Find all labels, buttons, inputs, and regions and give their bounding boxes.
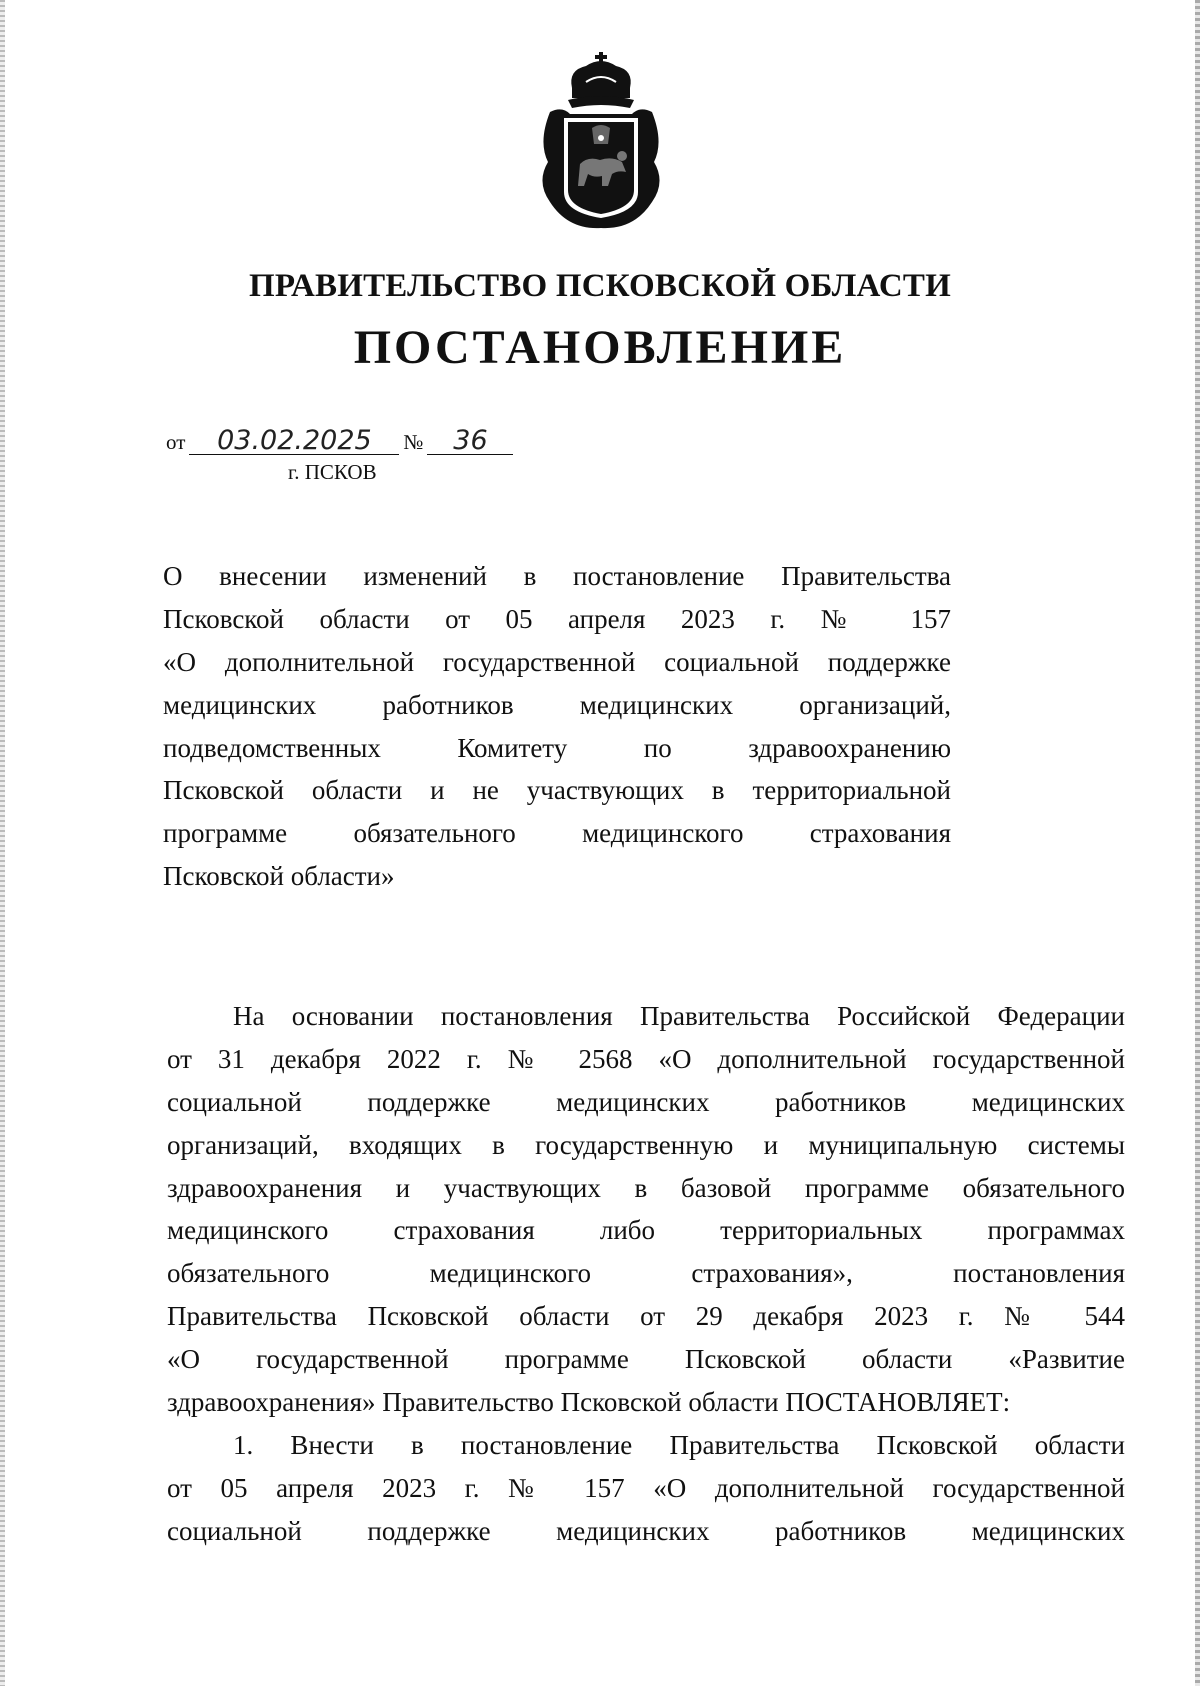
body-line: организаций, входящих в государственную и муниципальную системы	[167, 1129, 1125, 1160]
body-line: здравоохранения» Правительство Псковской области ПОСТАНОВЛЯЕТ:	[167, 1387, 1011, 1418]
date-number-line	[166, 425, 513, 456]
body-line: здравоохранения и участвующих в базовой программе обязательного	[167, 1172, 1125, 1203]
body-line: обязательного медицинского страхования», постановления	[167, 1258, 1125, 1289]
subject-line: Псковской области от 05 апреля 2023 г. № 157	[163, 603, 951, 634]
document-date: 03.02.2025	[189, 428, 399, 455]
body-line: социальной поддержке медицинских работников медицинских	[167, 1515, 1125, 1546]
number-prefix: №	[403, 430, 424, 454]
scan-edge-right	[1195, 0, 1200, 1686]
body-line: «О государственной программе Псковской области «Развитие	[167, 1344, 1125, 1375]
body-line: Правительства Псковской области от 29 декабря 2023 г. № 544	[167, 1301, 1125, 1332]
scan-edge-left	[0, 0, 5, 1686]
document-body	[167, 995, 1125, 1553]
subject-line: программе обязательного медицинского страхования	[163, 818, 951, 849]
organization-title: ПРАВИТЕЛЬСТВО ПСКОВСКОЙ ОБЛАСТИ	[248, 268, 952, 304]
body-line: от 31 декабря 2022 г. № 2568 «О дополнительной государственной	[167, 1043, 1125, 1074]
date-prefix: от	[166, 430, 186, 454]
subject-line: Псковской области и не участвующих в территориальной	[163, 775, 951, 806]
subject-line: «О дополнительной государственной социальной поддержке	[163, 646, 951, 677]
document-number: 36	[427, 428, 513, 455]
body-line: На основании постановления Правительства Российской Федерации	[233, 1001, 1125, 1031]
coat-of-arms-emblem	[528, 52, 674, 232]
body-line: от 05 апреля 2023 г. № 157 «О дополнительной государственной	[167, 1472, 1125, 1503]
body-line: 1. Внести в постановление Правительства Псковской области	[233, 1429, 1125, 1460]
document-subject	[163, 555, 951, 898]
subject-line: подведомственных Комитету по здравоохранению	[163, 732, 951, 763]
subject-line: медицинских работников медицинских организаций,	[163, 689, 951, 720]
body-line: социальной поддержке медицинских работников медицинских	[167, 1086, 1125, 1117]
city-label: г. ПСКОВ	[288, 460, 377, 484]
document-type-title: ПОСТАНОВЛЕНИЕ	[353, 321, 847, 374]
subject-line: Псковской области»	[163, 861, 395, 892]
body-line: медицинского страхования либо территориальных программах	[167, 1215, 1125, 1246]
subject-line: О внесении изменений в постановление Правительства	[163, 561, 951, 591]
